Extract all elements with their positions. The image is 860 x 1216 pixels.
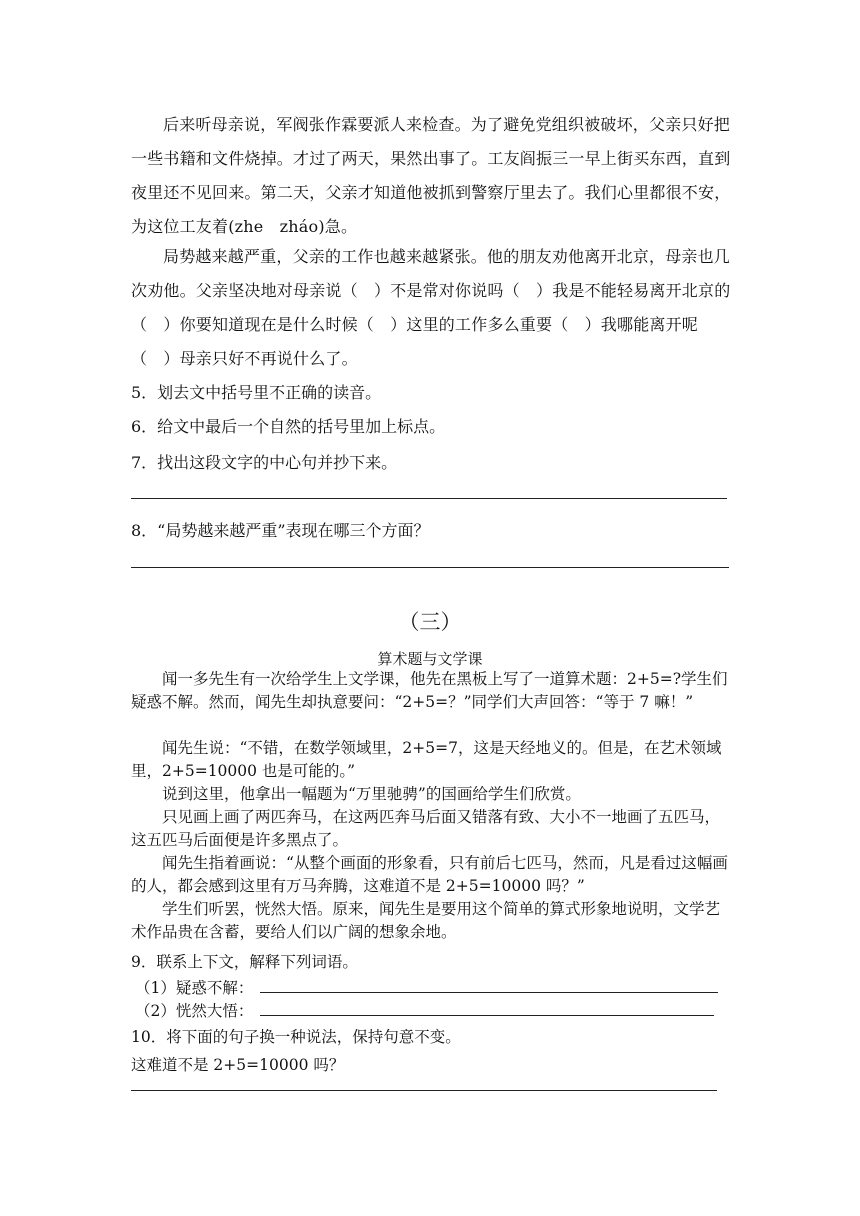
story-paragraph-3: 说到这里，他拿出一幅题为“万里驰骋”的国画给学生们欣赏。	[162, 785, 581, 803]
passage-paragraph-1: 后来听母亲说，军阀张作霖要派人来检查。为了避免党组织被破坏，父亲只好把一些书籍和文件烧掉。才过了两天，果然出事了。工友阎振三一早上街买东西，直到夜里还不见回来。第二天，父亲才知道他被抓到警察厅里去了。我们心里都很不安，为这位工友着(zhe zháo)急。	[131, 115, 731, 236]
section-heading: （三）	[398, 610, 462, 634]
question-10-sentence: 这难道不是 2+5=10000 吗？	[131, 1056, 345, 1074]
question-7: 7．找出这段文字的中心句并抄下来。	[131, 453, 398, 472]
passage-paragraph-2: 局势越来越严重，父亲的工作也越来越紧张。他的朋友劝他离开北京，母亲也几次劝他。父亲坚决地对母亲说（ ）不是常对你说吗（ ）我是不能轻易离开北京的（ ）你要知道现在是什么时候（ ）这里的工作多么重要（ ）我哪能离开呢（ ）母亲只好不再说什么了。	[131, 247, 731, 368]
answer-line-q9-1[interactable]	[260, 992, 718, 993]
question-6: 6．给文中最后一个自然的括号里加上标点。	[131, 417, 446, 436]
question-9: 9．联系上下文，解释下列词语。	[131, 953, 358, 971]
question-5: 5．划去文中括号里不正确的读音。	[131, 383, 382, 402]
story-paragraph-1: 闻一多先生有一次给学生上文学课，他先在黑板上写了一道算术题：2+5=?学生们疑惑不解。然而，闻先生却执意要问：“2+5=？”同学们大声回答：“等于 7 嘛！”	[131, 670, 728, 711]
story-paragraph-4: 只见画上画了两匹奔马，在这两匹奔马后面又错落有致、大小不一地画了五匹马，这五匹马后面便是许多黑点了。	[131, 808, 721, 849]
story-paragraph-5: 闻先生指着画说：“从整个画面的形象看，只有前后七匹马，然而，凡是看过这幅画的人，都会感到这里有万马奔腾，这难道不是 2+5=10000 吗？”	[131, 854, 728, 895]
question-10: 10．将下面的句子换一种说法，保持句意不变。	[131, 1028, 461, 1046]
story-paragraph-6: 学生们听罢，恍然大悟。原来，闻先生是要用这个简单的算式形象地说明，文学艺术作品贵在含蓄，要给人们以广阔的想象余地。	[131, 900, 721, 941]
answer-line-q7[interactable]	[131, 498, 727, 499]
question-8: 8．“局势越来越严重”表现在哪三个方面？	[131, 521, 430, 540]
question-9-item-1: （1）疑惑不解：	[135, 979, 254, 997]
answer-line-q9-2[interactable]	[260, 1015, 714, 1016]
answer-line-q8[interactable]	[131, 567, 729, 568]
answer-line-q10[interactable]	[131, 1090, 717, 1091]
story-paragraph-2: 闻先生说：“不错，在数学领域里，2+5=7，这是天经地义的。但是，在艺术领域里，2+5=10000 也是可能的。”	[131, 739, 722, 780]
question-9-item-2: （2）恍然大悟：	[135, 1002, 254, 1020]
story-title: 算术题与文学课	[377, 650, 483, 668]
